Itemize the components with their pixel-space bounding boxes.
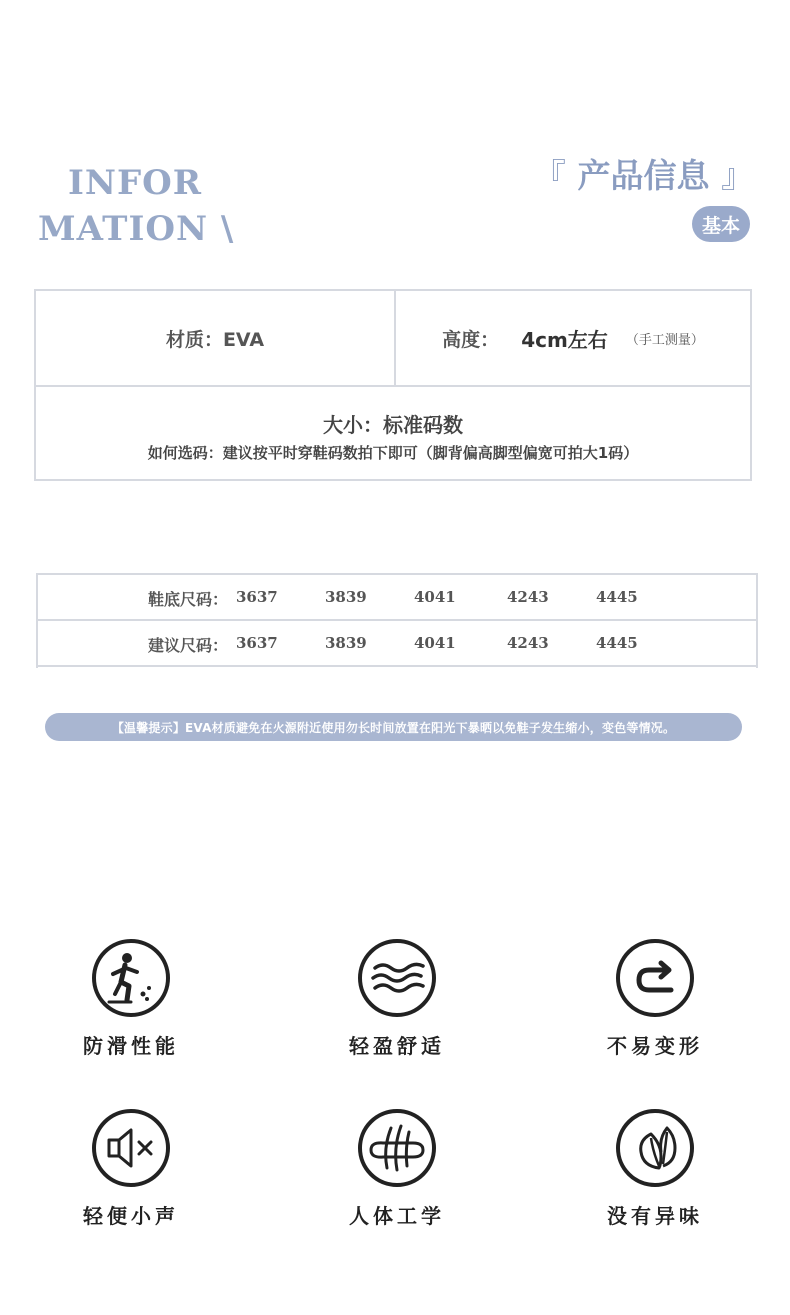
return-arrow-icon	[615, 938, 695, 1018]
slip-icon	[91, 938, 171, 1018]
table-row	[38, 575, 756, 621]
feature-anti-slip	[61, 938, 201, 1059]
size-value: 4041	[414, 634, 456, 652]
size-value: 4445	[596, 588, 638, 606]
size-value: 3839	[325, 634, 367, 652]
size-cell	[36, 387, 750, 479]
feature-label: 轻盈舒适	[349, 1034, 445, 1058]
info-title-line2: MATION \	[38, 209, 235, 249]
product-info-title	[533, 150, 754, 197]
feature-label: 防滑性能	[83, 1034, 179, 1058]
leaf-icon	[615, 1108, 695, 1188]
feature-no-odor	[585, 1108, 725, 1229]
size-value: 3839	[325, 588, 367, 606]
height-note: （手工测量）	[625, 332, 704, 348]
spec-row-1	[36, 291, 750, 387]
size-value: 4445	[596, 634, 638, 652]
feature-label: 轻便小声	[83, 1204, 179, 1228]
size-value: 4243	[507, 634, 549, 652]
size-note: 如何选码：建议按平时穿鞋码数拍下即可（脚背偏高脚型偏宽可拍大1码）	[147, 444, 639, 462]
feature-label: 人体工学	[349, 1204, 445, 1228]
height-label: 高度：	[442, 328, 500, 351]
size-value: 3637	[236, 588, 278, 606]
size-value: 4243	[507, 588, 549, 606]
height-value: 4cm左右	[521, 327, 608, 352]
feature-label: 不易变形	[607, 1034, 703, 1058]
size-table	[36, 573, 758, 668]
feature-no-deform	[585, 938, 725, 1059]
height-cell	[396, 291, 750, 385]
spec-table	[34, 289, 752, 481]
feature-quiet	[61, 1108, 201, 1229]
bracket-close: 』	[721, 156, 754, 195]
waves-icon	[357, 938, 437, 1018]
material-cell: 材质：EVA	[36, 291, 396, 385]
ergonomic-icon	[357, 1108, 437, 1188]
suggested-size-label: 建议尺码：	[148, 636, 229, 655]
basic-badge: 基本	[692, 206, 750, 242]
size-title: 大小：标准码数	[323, 413, 463, 437]
feature-label: 没有异味	[607, 1204, 703, 1228]
size-value: 4041	[414, 588, 456, 606]
feature-lightweight	[327, 938, 467, 1059]
product-info-title-text: 产品信息	[577, 156, 710, 195]
warm-tip-banner: 【温馨提示】EVA材质避免在火源附近使用勿长时间放置在阳光下暴晒以免鞋子发生缩小，变色等情况。	[45, 713, 742, 741]
size-value: 3637	[236, 634, 278, 652]
mute-speaker-icon	[91, 1108, 171, 1188]
feature-ergonomic	[327, 1108, 467, 1229]
table-row	[38, 621, 756, 667]
info-english-title	[38, 160, 234, 252]
info-title-line1: INFOR	[68, 163, 202, 203]
bracket-open: 『	[533, 156, 566, 195]
sole-size-label: 鞋底尺码：	[148, 590, 229, 609]
